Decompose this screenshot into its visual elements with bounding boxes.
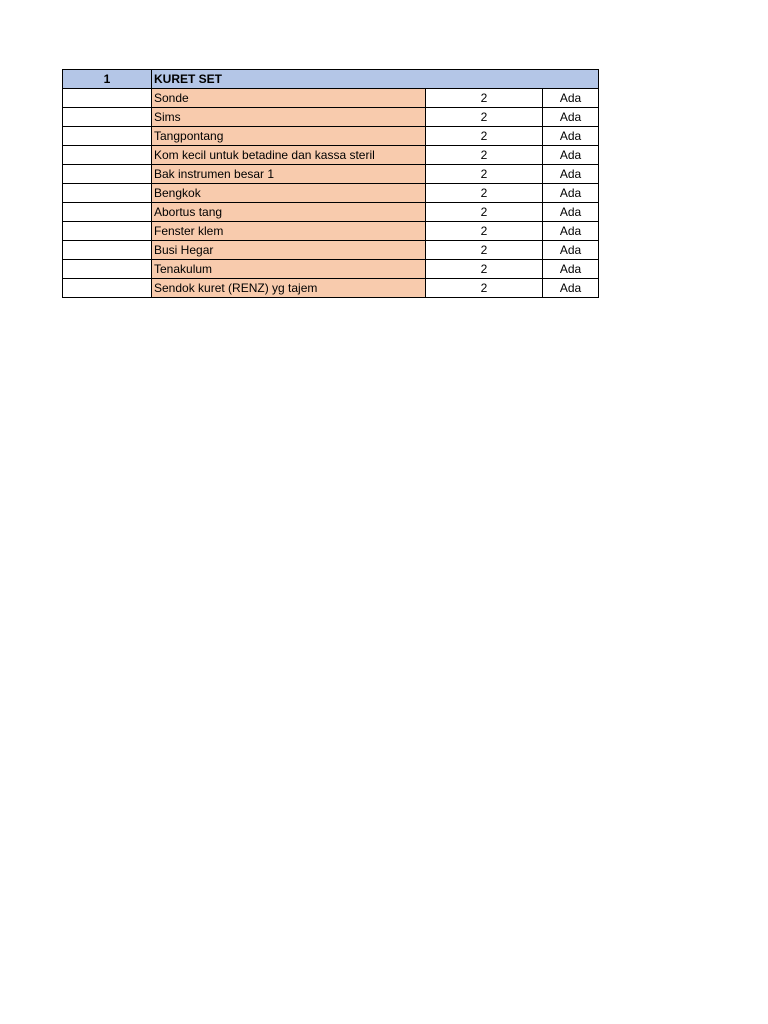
table-row xyxy=(63,260,599,279)
row-number-cell xyxy=(63,203,152,222)
row-number-cell xyxy=(63,279,152,298)
item-quantity: 2 xyxy=(426,203,543,222)
item-name: Busi Hegar xyxy=(152,241,426,260)
table-row xyxy=(63,165,599,184)
item-name: Tangpontang xyxy=(152,127,426,146)
row-number-cell xyxy=(63,89,152,108)
table-row xyxy=(63,203,599,222)
item-name: Bengkok xyxy=(152,184,426,203)
item-name: Tenakulum xyxy=(152,260,426,279)
item-name: Sendok kuret (RENZ) yg tajem xyxy=(152,279,426,298)
item-status: Ada xyxy=(543,279,599,298)
item-name: Fenster klem xyxy=(152,222,426,241)
item-name: Sims xyxy=(152,108,426,127)
item-quantity: 2 xyxy=(426,184,543,203)
item-name: Kom kecil untuk betadine dan kassa steril xyxy=(152,146,426,165)
item-status: Ada xyxy=(543,108,599,127)
item-quantity: 2 xyxy=(426,241,543,260)
row-number-cell xyxy=(63,260,152,279)
row-number-cell xyxy=(63,165,152,184)
row-number-cell xyxy=(63,146,152,165)
item-quantity: 2 xyxy=(426,260,543,279)
item-status: Ada xyxy=(543,165,599,184)
section-title: KURET SET xyxy=(152,70,599,89)
row-number-cell xyxy=(63,184,152,203)
item-status: Ada xyxy=(543,241,599,260)
header-row xyxy=(63,70,599,89)
table-row xyxy=(63,241,599,260)
table-row xyxy=(63,127,599,146)
item-quantity: 2 xyxy=(426,146,543,165)
item-name: Sonde xyxy=(152,89,426,108)
item-status: Ada xyxy=(543,146,599,165)
item-status: Ada xyxy=(543,89,599,108)
item-status: Ada xyxy=(543,260,599,279)
item-quantity: 2 xyxy=(426,108,543,127)
item-quantity: 2 xyxy=(426,165,543,184)
row-number-cell xyxy=(63,108,152,127)
item-status: Ada xyxy=(543,203,599,222)
item-quantity: 2 xyxy=(426,89,543,108)
item-quantity: 2 xyxy=(426,127,543,146)
instrument-table xyxy=(62,69,599,298)
table-row xyxy=(63,146,599,165)
item-status: Ada xyxy=(543,184,599,203)
item-name: Bak instrumen besar 1 xyxy=(152,165,426,184)
item-quantity: 2 xyxy=(426,279,543,298)
row-number-cell xyxy=(63,127,152,146)
section-number: 1 xyxy=(63,70,152,89)
item-name: Abortus tang xyxy=(152,203,426,222)
table-row xyxy=(63,108,599,127)
table-row xyxy=(63,222,599,241)
item-status: Ada xyxy=(543,127,599,146)
row-number-cell xyxy=(63,222,152,241)
table-body xyxy=(63,70,599,298)
table-row xyxy=(63,279,599,298)
item-status: Ada xyxy=(543,222,599,241)
item-quantity: 2 xyxy=(426,222,543,241)
row-number-cell xyxy=(63,241,152,260)
table-row xyxy=(63,184,599,203)
table-row xyxy=(63,89,599,108)
